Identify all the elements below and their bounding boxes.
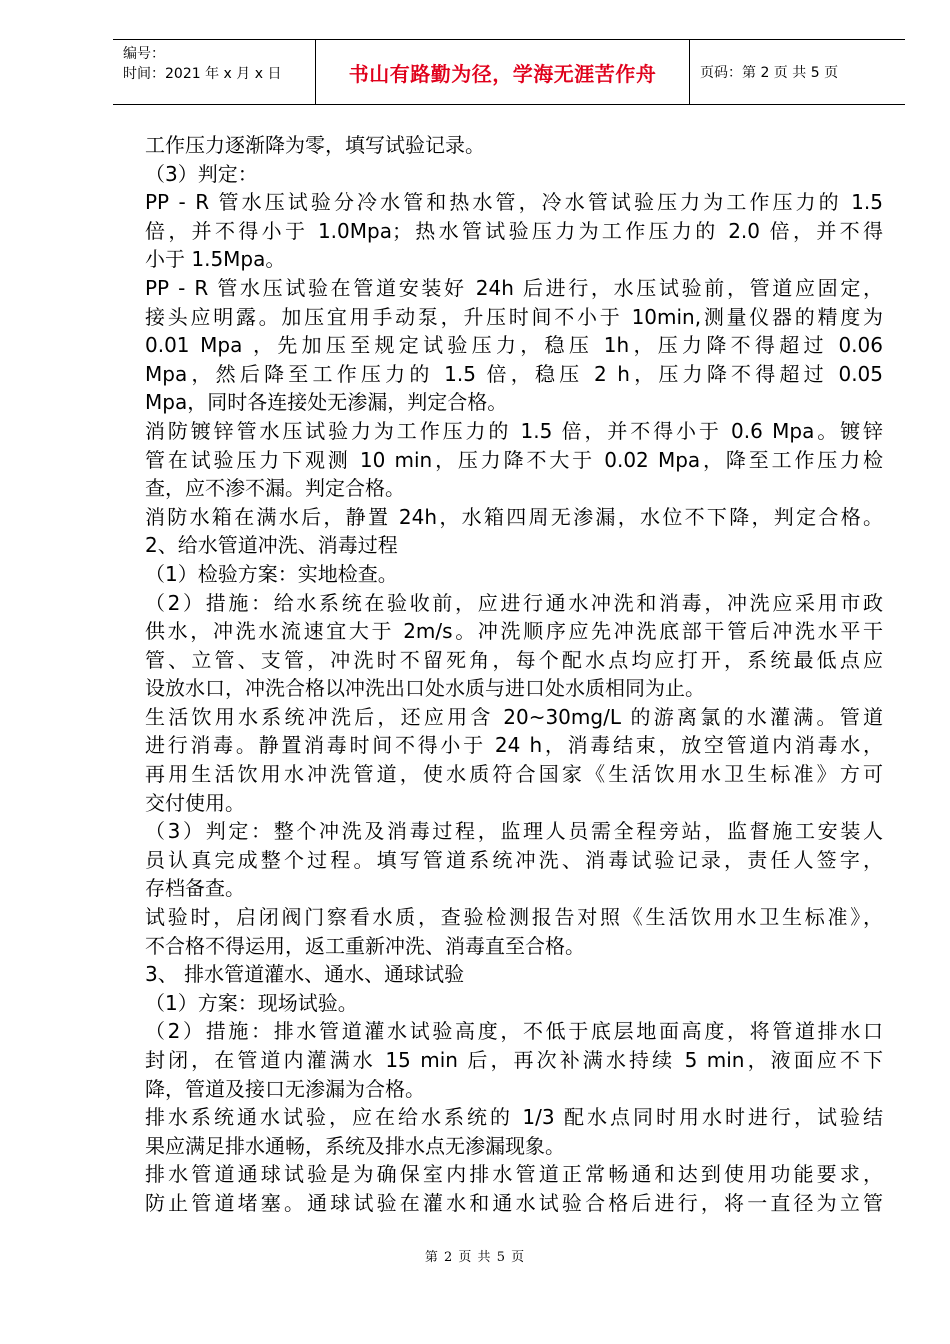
document-number-label: 编号： <box>123 46 165 62</box>
body-line: （1）检验方案：实地检查。 <box>145 561 398 586</box>
body-line: 设放水口，冲洗合格以冲洗出口处水质与进口处水质相同为止。 <box>145 676 705 701</box>
body-line: 接头应明露。加压宜用手动泵，升压时间不小于 10min,测量仪器的精度为 <box>145 304 883 329</box>
page-header <box>113 39 905 105</box>
body-line: 试验时，启闭阀门察看水质，查验检测报告对照《生活饮用水卫生标准》， <box>145 905 883 930</box>
body-line: 倍，并不得小于 1.0Mpa；热水管试验压力为工作压力的 2.0 倍，并不得 <box>145 218 883 243</box>
header-meta <box>113 40 316 104</box>
body-line: （3）判定：整个冲洗及消毒过程，监理人员需全程旁站，监督施工安装人 <box>145 819 883 844</box>
body-line: （1）方案：现场试验。 <box>145 990 358 1015</box>
body-line: Mpa，然后降至工作压力的 1.5 倍，稳压 2 h，压力降不得超过 0.05 <box>145 361 883 386</box>
body-line: 小于 1.5Mpa。 <box>145 247 286 272</box>
header-page-info: 页码：第 2 页 共 5 页 <box>700 65 839 81</box>
body-line: 员认真完成整个过程。填写管道系统冲洗、消毒试验记录，责任人签字， <box>145 847 883 872</box>
document-body <box>145 131 883 1218</box>
body-line: 管在试验压力下观测 10 min，压力降不大于 0.02 Mpa，降至工作压力检 <box>145 447 883 472</box>
document-date: 时间：2021 年 x 月 x 日 <box>123 66 282 82</box>
page-footer: 第 2 页 共 5 页 <box>424 1250 526 1265</box>
body-line: （3）判定： <box>145 161 258 186</box>
body-line: PP - R 管水压试验在管道安装好 24h 后进行，水压试验前，管道应固定， <box>145 275 883 300</box>
body-line: PP - R 管水压试验分冷水管和热水管，冷水管试验压力为工作压力的 1.5 <box>145 190 883 215</box>
header-page-info-cell <box>690 40 905 104</box>
body-line: 排水系统通水试验，应在给水系统的 1/3 配水点同时用水时进行，试验结 <box>145 1105 883 1130</box>
body-line: 管、立管、支管，冲洗时不留死角，每个配水点均应打开，系统最低点应 <box>145 647 883 672</box>
body-line: 2、给水管道冲洗、消毒过程 <box>145 533 398 558</box>
body-line: 再用生活饮用水冲洗管道，使水质符合国家《生活饮用水卫生标准》方可 <box>145 762 883 787</box>
header-motto: 书山有路勤为径，学海无涯苦作舟 <box>348 61 657 86</box>
body-line: 消防镀锌管水压试验力为工作压力的 1.5 倍，并不得小于 0.6 Mpa。镀锌 <box>145 418 883 443</box>
body-line: 消防水箱在满水后，静置 24h，水箱四周无渗漏，水位不下降，判定合格。 <box>145 504 883 529</box>
body-line: 0.01 Mpa ，先加压至规定试验压力，稳压 1h，压力降不得超过 0.06 <box>145 333 883 358</box>
body-line: 生活饮用水系统冲洗后，还应用含 20~30mg/L 的游离氯的水灌满。管道 <box>145 704 883 729</box>
body-line: （2）措施：排水管道灌水试验高度，不低于底层地面高度，将管道排水口 <box>145 1019 883 1044</box>
body-line: 封闭，在管道内灌满水 15 min 后，再次补满水持续 5 min，液面应不下 <box>145 1048 883 1072</box>
body-line: 进行消毒。静置消毒时间不得小于 24 h，消毒结束，放空管道内消毒水， <box>145 733 883 758</box>
header-motto-cell <box>316 40 690 104</box>
body-line: 排水管道通球试验是为确保室内排水管道正常畅通和达到使用功能要求， <box>145 1162 883 1187</box>
body-line: 防止管道堵塞。通球试验在灌水和通水试验合格后进行，将一直径为立管 <box>145 1190 883 1215</box>
body-line: 果应满足排水通畅，系统及排水点无渗漏现象。 <box>145 1133 565 1158</box>
body-line: 查，应不渗不漏。判定合格。 <box>145 476 405 501</box>
body-line: 不合格不得运用，返工重新冲洗、消毒直至合格。 <box>145 933 585 958</box>
body-line: 3、 排水管道灌水、通水、通球试验 <box>145 962 465 987</box>
body-line: （2）措施：给水系统在验收前，应进行通水冲洗和消毒，冲洗应采用市政 <box>145 590 883 615</box>
body-line: 存档备查。 <box>145 876 245 901</box>
body-line: 交付使用。 <box>145 790 245 815</box>
body-line: Mpa，同时各连接处无渗漏，判定合格。 <box>145 390 508 415</box>
body-line: 供水，冲洗水流速宜大于 2m/s。冲洗顺序应先冲洗底部干管后冲洗水平干 <box>145 619 883 644</box>
body-line: 降，管道及接口无渗漏为合格。 <box>145 1076 425 1101</box>
body-line: 工作压力逐渐降为零，填写试验记录。 <box>145 133 485 157</box>
